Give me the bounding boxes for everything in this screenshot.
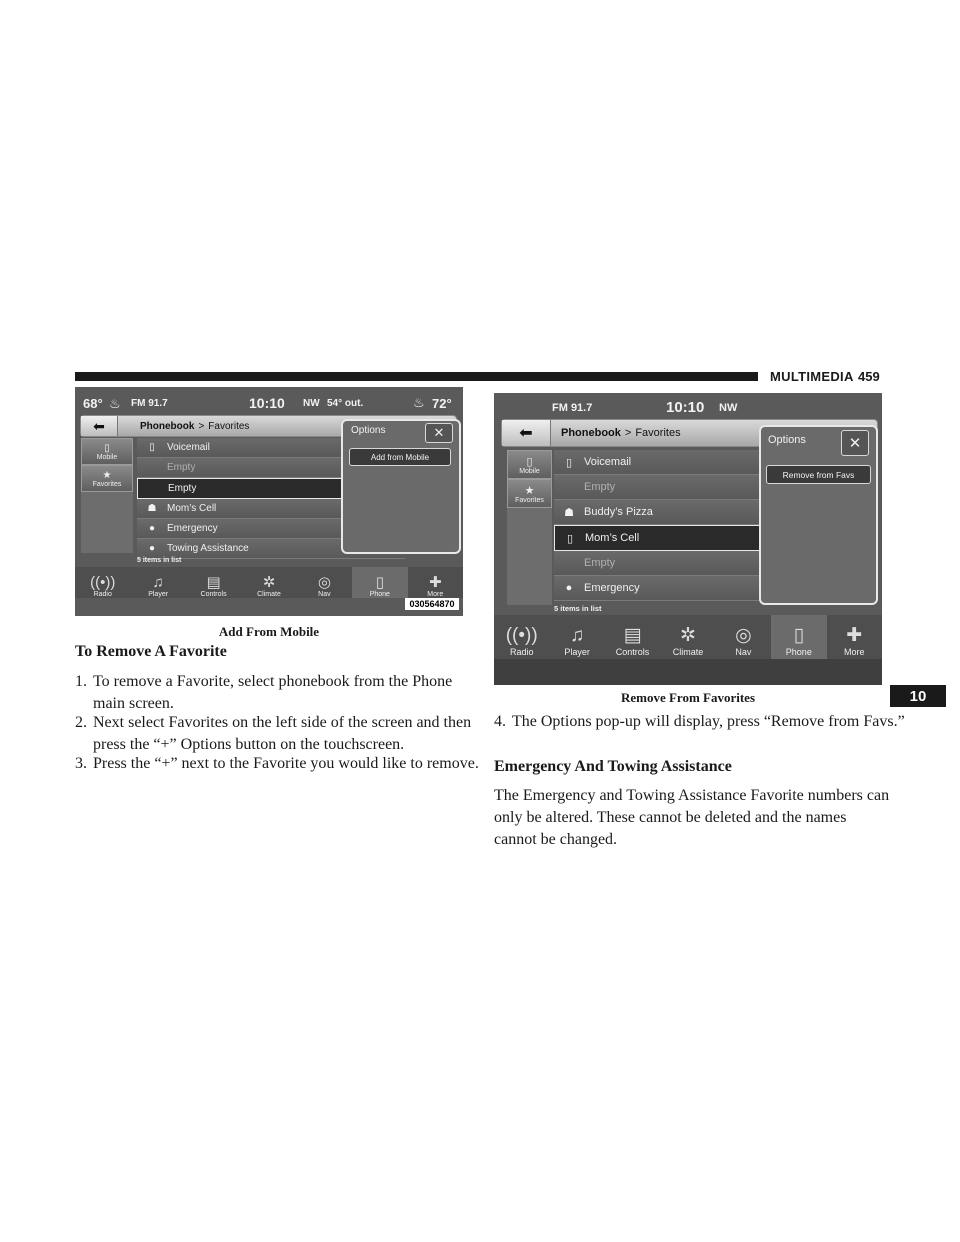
item-count: 5 items in list	[137, 557, 182, 564]
plus-icon: ✚	[846, 625, 863, 646]
page-number: 459	[858, 369, 880, 384]
dock-controls[interactable]: ▤ Controls	[200, 574, 227, 598]
item-count: 5 items in list	[554, 604, 602, 613]
bottom-dock	[75, 567, 463, 598]
tab-favorites-label: Favorites	[92, 480, 122, 488]
controls-icon: ▤	[623, 625, 642, 646]
controls-icon: ▤	[206, 574, 221, 591]
list-item[interactable]: ▯ Voicemail	[137, 438, 405, 458]
outside-temp: 54° out.	[327, 398, 364, 409]
radio-icon: ((•))	[90, 574, 116, 591]
dot-icon: ●	[148, 523, 156, 534]
step-3: 3. Press the “+” next to the Favorite you would like to remove.	[75, 755, 479, 772]
screen-bottom-strip	[494, 659, 882, 685]
player-icon: ♫	[152, 574, 164, 591]
list-item[interactable]: ☗ Buddy’s Pizza	[554, 500, 872, 525]
back-arrow-icon[interactable]: ⬅	[502, 420, 551, 446]
phone-icon: ▯	[565, 456, 573, 469]
step-4: 4. The Options pop-up will display, press “Remove from Favs.”	[494, 713, 905, 730]
section-title: MULTIMEDIA	[770, 369, 854, 384]
player-icon: ♫	[570, 625, 585, 646]
popup-title: Options	[351, 425, 386, 436]
seat-heat-icon: ♨	[109, 396, 121, 411]
add-from-mobile-button[interactable]: Add from Mobile	[349, 448, 451, 466]
step-1: 1. To remove a Favorite, select phonebook from the Phone main screen.	[75, 673, 453, 712]
add-from-mobile-screenshot	[75, 387, 463, 616]
clock: 10:10	[249, 395, 285, 411]
tab-favorites[interactable]	[507, 479, 552, 508]
breadcrumb-current: Favorites	[635, 427, 681, 439]
list-item[interactable]: ● Emergency	[554, 576, 872, 601]
person-icon: ☗	[564, 506, 574, 519]
paragraph-emergency: The Emergency and Towing Assistance Favorite numbers can only be altered. These cannot be deleted and the names cannot be changed.	[494, 787, 890, 848]
options-popup	[341, 419, 461, 554]
radio-station: FM 91.7	[131, 398, 168, 409]
tab-favorites[interactable]	[81, 465, 133, 492]
compass-heading: NW	[719, 402, 738, 414]
options-popup	[759, 425, 878, 605]
mobile-phone-icon: ▯	[526, 455, 533, 468]
dock-player[interactable]: ♫ Player	[564, 625, 590, 657]
side-tabs	[81, 438, 133, 553]
dock-nav[interactable]: ◎ Nav	[735, 625, 752, 657]
tab-favorites-label: Favorites	[515, 496, 544, 504]
compass-heading: NW	[303, 398, 320, 409]
dock-radio[interactable]: ((•)) Radio	[505, 625, 538, 657]
phone-icon: ▯	[793, 625, 805, 646]
phone-icon: ▯	[566, 532, 574, 545]
list-item[interactable]: ☗ Mom’s Cell	[137, 499, 405, 519]
tab-mobile[interactable]	[81, 438, 133, 465]
list-item[interactable]: Empty	[554, 475, 872, 500]
remove-from-favorites-screenshot	[494, 393, 882, 685]
star-icon: ★	[524, 484, 535, 497]
list-item[interactable]: Empty	[554, 551, 872, 576]
close-icon[interactable]: ✕	[841, 430, 869, 456]
header-rule	[75, 372, 758, 381]
breadcrumb-root[interactable]: Phonebook	[561, 427, 621, 439]
back-arrow-icon[interactable]: ⬅	[81, 416, 118, 436]
list-item[interactable]: Empty	[137, 458, 405, 478]
image-code: 030564870	[405, 598, 459, 610]
dot-icon: ●	[565, 582, 573, 594]
tab-mobile-label: Mobile	[96, 453, 118, 461]
dot-icon: ●	[148, 543, 156, 554]
close-icon[interactable]: ✕	[425, 423, 453, 443]
list-item[interactable]: ● Towing Assistance	[137, 539, 405, 559]
tab-mobile[interactable]	[507, 450, 552, 479]
dock-climate[interactable]: ✲ Climate	[257, 574, 281, 598]
radio-station: FM 91.7	[552, 402, 593, 414]
compass-icon: ◎	[735, 625, 752, 646]
list-item-selected[interactable]: ▯ Mom’s Cell	[554, 525, 872, 551]
chapter-tab: 10	[890, 685, 946, 707]
tab-mobile-label: Mobile	[519, 467, 540, 475]
plus-icon: ✚	[428, 574, 442, 591]
list-item[interactable]: ▯ Voicemail	[554, 450, 872, 475]
dock-more[interactable]: ✚ More	[427, 574, 444, 598]
phone-icon: ▯	[375, 574, 384, 591]
person-icon: ☗	[147, 503, 157, 514]
step-2: 2. Next select Favorites on the left side of the screen and then press the “+” Options button on the touchscreen.	[75, 714, 472, 753]
heading-emergency-towing: Emergency And Towing Assistance	[494, 758, 732, 775]
dock-nav[interactable]: ◎ Nav	[317, 574, 331, 598]
heading-remove-favorite: To Remove A Favorite	[75, 643, 227, 660]
star-icon: ★	[102, 469, 112, 481]
interior-temp-right: 72°	[432, 396, 452, 411]
figure-caption: Add From Mobile	[218, 624, 320, 639]
list-item[interactable]: ● Emergency	[137, 519, 405, 539]
compass-icon: ◎	[317, 574, 331, 591]
climate-icon: ✲	[262, 574, 276, 591]
dock-climate[interactable]: ✲ Climate	[672, 625, 704, 657]
phone-icon: ▯	[149, 442, 155, 453]
list-item-selected[interactable]: Empty	[137, 478, 405, 499]
clock: 10:10	[666, 399, 705, 416]
bottom-dock	[494, 615, 882, 659]
popup-title: Options	[768, 434, 806, 446]
dock-more[interactable]: ✚ More	[843, 625, 865, 657]
side-tabs	[507, 450, 552, 605]
breadcrumb-separator: >	[198, 420, 205, 432]
mobile-phone-icon: ▯	[104, 442, 110, 454]
breadcrumb-root[interactable]: Phonebook	[140, 420, 195, 432]
remove-from-favs-button[interactable]: Remove from Favs	[766, 465, 871, 484]
dock-phone[interactable]: ▯ Phone	[352, 567, 407, 598]
breadcrumb-current: Favorites	[208, 420, 250, 432]
dock-player[interactable]: ♫ Player	[148, 574, 169, 598]
breadcrumb-separator: >	[624, 427, 632, 439]
dock-radio[interactable]: ((•)) Radio	[90, 574, 116, 598]
seat-heat-icon: ♨	[413, 395, 425, 410]
climate-icon: ✲	[680, 625, 696, 646]
dock-phone[interactable]: ▯ Phone	[771, 615, 826, 659]
interior-temp-left: 68°	[83, 396, 103, 411]
dock-controls[interactable]: ▤ Controls	[615, 625, 650, 657]
radio-icon: ((•))	[505, 625, 538, 646]
figure-caption: Remove From Favorites	[620, 690, 756, 705]
